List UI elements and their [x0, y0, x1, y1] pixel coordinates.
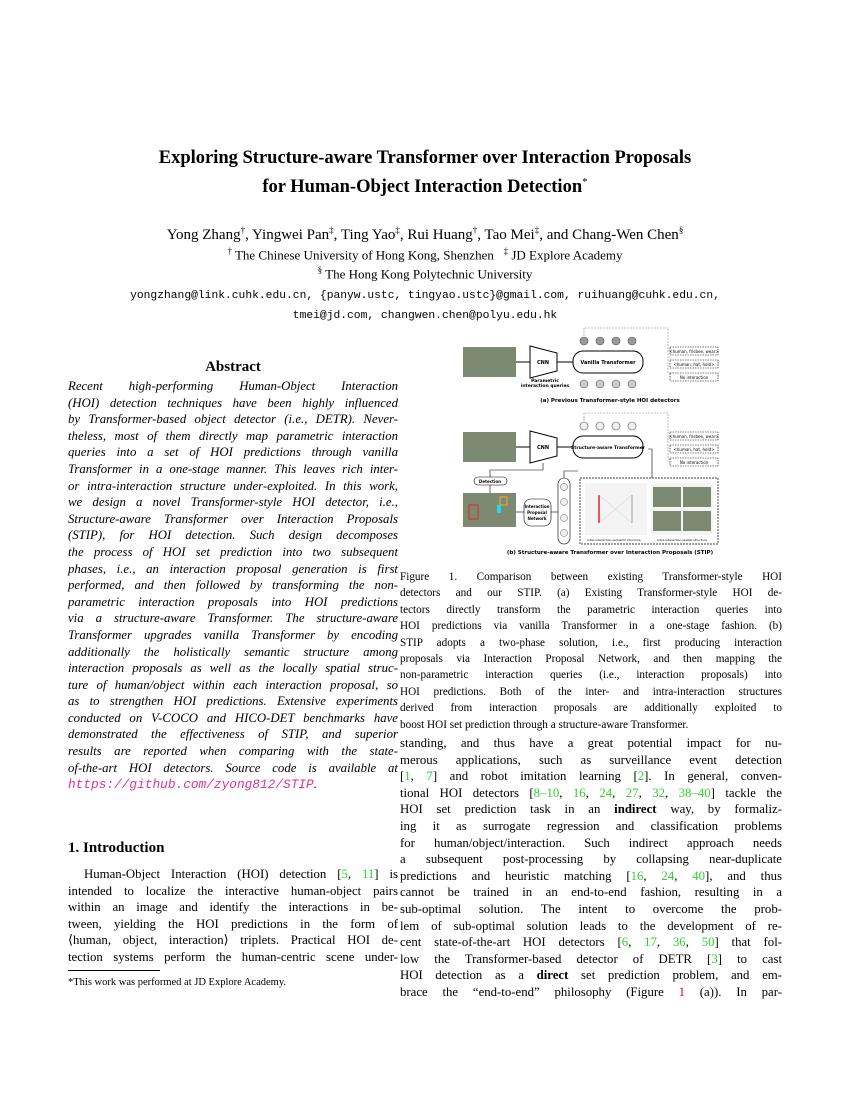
citation-link[interactable]: 8–10: [533, 785, 560, 800]
svg-text:<human, frisbee, wear>: <human, frisbee, wear>: [669, 434, 719, 439]
text-line: [400, 901, 782, 918]
text-run: HOI predictions. Both of the inter- and intra-interaction structures: [400, 685, 782, 698]
text-run: ,: [347, 867, 362, 881]
text-line: [400, 585, 782, 601]
prediction-2: <human, hat, hold>: [673, 362, 715, 367]
text-line: [68, 594, 398, 611]
bold-term: direct: [536, 968, 569, 983]
text-run: to cast: [721, 951, 783, 966]
text-run: [: [633, 769, 638, 784]
text-line: [400, 951, 782, 968]
text-line: [400, 700, 782, 716]
citation-link[interactable]: 5: [341, 867, 348, 881]
footnote: *This work was performed at JD Explore Academy.: [68, 977, 287, 988]
text-run: performed, and then followed by transforming the non-: [68, 578, 398, 593]
text-line: [400, 851, 782, 868]
text-line: [68, 726, 398, 743]
text-line: [68, 411, 398, 428]
citation-link[interactable]: 1: [404, 769, 411, 784]
text-line: [400, 735, 782, 752]
figure-1: [430, 325, 790, 565]
figure-ref-link[interactable]: 1: [678, 984, 685, 999]
text-run: non-parametric interaction queries (i.e., interaction proposals) into: [400, 669, 782, 682]
input-image: [463, 432, 516, 462]
text-line: [400, 934, 782, 951]
svg-text:interaction queries: interaction queries: [520, 384, 570, 389]
text-run: ]: [644, 769, 649, 784]
text-run: (HOI) detection techniques have been highly influenced: [68, 395, 398, 410]
text-run: that fol-: [718, 935, 783, 950]
svg-text:Parametric: Parametric: [531, 379, 559, 384]
text-run: ,: [628, 935, 645, 950]
text-run: HOI set prediction task in an: [400, 802, 615, 817]
text-line: [68, 627, 398, 644]
text-line: [68, 378, 398, 395]
text-run: standing, and thus have a great potential impact for nu-: [400, 736, 782, 750]
text-run: ,: [612, 785, 626, 800]
text-line: [68, 511, 398, 528]
text-line: [400, 768, 782, 785]
text-line: [68, 561, 398, 578]
text-run: [: [617, 935, 622, 950]
inter-structure-label: Inter-interaction semantic structure: [587, 538, 641, 542]
affiliation-line-1: † The Chinese University of Hong Kong, Shenzhen ‡ JD Explore Academy: [227, 246, 623, 263]
text-run: lem of sub-optimal solution leads to the development of re-: [400, 918, 782, 933]
text-run: (STIP), for HOI detection. Such design decomposes: [68, 528, 398, 543]
author: Yong Zhang†: [166, 225, 246, 243]
text-run: of-the-art HOI detectors. Source code is available at: [68, 760, 398, 775]
author-emails: yongzhang@link.cuhk.edu.cn, {panyw.ustc, tingyao.ustc}@gmail.com, ruihuang@cuhk.edu.cn, tmei@jd.com, changwen.chen@polyu.edu.hk: [130, 290, 720, 322]
text-line: [68, 883, 398, 900]
cnn-label: CNN: [536, 360, 550, 366]
author-list: Yong Zhang†, Yingwei Pan‡, Ting Yao‡, Rui Huang†, Tao Mei‡, and Chang-Wen Chen§: [166, 225, 684, 243]
text-run: .: [313, 777, 317, 792]
footnote-rule: [68, 970, 160, 971]
text-run: within an image and identify the interactions in be-: [68, 900, 398, 915]
text-run: HOI detection as a: [400, 968, 537, 983]
citation-link[interactable]: 3: [711, 951, 718, 966]
text-line: [68, 395, 398, 412]
text-run: ing it as surrogate regression and classification problems: [400, 818, 782, 833]
text-run: Transformer upgrades vanilla Transformer by encoding: [68, 627, 398, 642]
text-line: [68, 760, 398, 777]
text-run: Figure 1. Comparison between existing Transformer-style HOI: [400, 571, 782, 583]
prediction-none: No interaction: [679, 375, 709, 380]
structure-aware-transformer-label: Structure-aware Transformer: [571, 446, 645, 451]
svg-text:<human, hat, hold>: <human, hat, hold>: [673, 447, 715, 452]
text-run: ]: [374, 867, 379, 881]
text-run: ]: [705, 868, 710, 883]
text-run: or intra-interaction structure under-exploited. In this work,: [68, 478, 398, 493]
text-line: [400, 785, 782, 802]
text-line: [68, 644, 398, 661]
text-line: [400, 618, 782, 634]
text-run: ⟨human, object, interaction⟩ triplets. Practical HOI de-: [68, 933, 398, 948]
text-run: Structure-aware Transformer over Interaction Proposals: [68, 511, 398, 526]
text-run: [: [707, 951, 712, 966]
text-line: [68, 428, 398, 445]
text-line: [400, 684, 782, 700]
text-run: (a)). In par-: [684, 984, 782, 999]
citation-link[interactable]: 27: [625, 785, 639, 800]
text-run: boost HOI set prediction through a structure-aware Transformer.: [400, 718, 689, 731]
text-line: [68, 527, 398, 544]
text-run: ,: [638, 785, 653, 800]
citation-link[interactable]: 32: [652, 785, 665, 800]
citation-link[interactable]: 2: [637, 769, 645, 784]
figure-caption-a: (a) Previous Transformer-style HOI detectors: [540, 398, 680, 404]
citation-link[interactable]: 50: [701, 935, 715, 950]
text-run: and robot imitation learning: [437, 769, 634, 784]
right-column-body: [400, 735, 782, 1001]
text-line: [400, 651, 782, 667]
svg-text:CNN: CNN: [536, 445, 550, 451]
citation-link[interactable]: 38–40: [678, 785, 711, 800]
text-run: STIP adopts a two-phase solution, i.e., first producing interaction: [400, 636, 782, 649]
text-run: [: [626, 868, 631, 883]
text-run: ]: [432, 769, 438, 784]
text-line: [68, 710, 398, 727]
text-run: Human-Object Interaction (HOI) detection: [84, 867, 338, 881]
text-run: derived from interaction proposals are additionally exploited to: [400, 702, 782, 715]
text-run: results are reported when comparing with the state-: [68, 744, 398, 759]
citation-link[interactable]: 40: [692, 868, 706, 883]
text-run: . In general, conven-: [648, 769, 782, 784]
figure-caption: [400, 569, 782, 733]
bold-term: indirect: [614, 802, 657, 817]
intro-heading: 1. Introduction: [68, 840, 165, 856]
abstract-heading: Abstract: [205, 359, 261, 375]
prediction-1: <human, frisbee, wear>: [669, 349, 719, 354]
author: and Chang-Wen Chen§: [546, 225, 684, 243]
text-run: ]: [717, 951, 722, 966]
intro-body: [68, 866, 398, 966]
text-line: [68, 444, 398, 461]
intra-structure-label: Intra-interaction spatial structure: [657, 538, 707, 542]
text-run: ]: [714, 935, 719, 950]
citation-link[interactable]: 6: [621, 935, 629, 950]
text-run: phases, i.e., an interaction proposal generation is first: [68, 561, 398, 576]
proposal-circles: [580, 422, 636, 430]
text-run: HOI predictions via vanilla Transformer in a one-stage fashion. (b): [400, 620, 782, 633]
text-line: [68, 660, 398, 677]
detection-image: [463, 493, 516, 527]
text-run: [: [337, 867, 342, 881]
text-line: [400, 835, 782, 852]
text-line: [68, 949, 398, 966]
text-run: ,: [643, 868, 662, 883]
svg-text:No interaction: No interaction: [679, 460, 709, 465]
text-run: [: [400, 769, 405, 784]
text-run: Recent high-performing Human-Object Interaction: [68, 379, 398, 393]
citation-link[interactable]: 7: [426, 769, 433, 784]
text-line: [400, 569, 782, 585]
text-line: [68, 916, 398, 933]
paper-title: [0, 146, 850, 199]
text-line: [400, 667, 782, 683]
citation-link[interactable]: 24: [599, 785, 613, 800]
text-line: [68, 899, 398, 916]
text-run: way, by formaliz-: [656, 802, 782, 817]
citation-link[interactable]: 36: [672, 935, 686, 950]
text-run: cent state-of-the-art HOI detectors: [400, 935, 618, 950]
text-line: [68, 461, 398, 478]
text-run: queries into a set of HOI predictions through vanilla: [68, 445, 398, 460]
input-image: [463, 347, 516, 377]
text-run: via a structure-aware Transformer. The structure-aware: [68, 611, 398, 626]
text-run: ture of human/object within each interaction proposal, so: [68, 677, 398, 692]
text-run: tection systems perform the human-centric scene under-: [68, 949, 398, 964]
text-line: [68, 677, 398, 694]
title-line-2: for Human-Object Interaction Detection: [262, 177, 583, 198]
text-run: sub-optimal solution. The intent to overcome the prob-: [400, 901, 782, 916]
text-run: ,: [559, 785, 573, 800]
text-line: [400, 918, 782, 935]
text-line: [68, 478, 398, 495]
author: Ting Yao‡: [340, 225, 400, 243]
text-run: predictions and heuristic matching: [400, 868, 627, 883]
text-run: ,: [585, 785, 600, 800]
text-run: is: [378, 867, 398, 881]
detection-label: Detection: [479, 479, 501, 484]
citation-link[interactable]: 11: [361, 867, 375, 881]
text-line: [68, 743, 398, 760]
source-code-link[interactable]: https://github.com/zyong812/STIP: [68, 777, 314, 793]
text-run: low the Transformer-based detector of DETR: [400, 951, 708, 966]
text-run: Transformer in a one-stage manner. This leaves rich inter-: [68, 461, 398, 476]
vanilla-transformer-label: Vanilla Transformer: [580, 360, 636, 366]
text-run: tween, yielding the HOI predictions in the form of: [68, 916, 398, 931]
author: Rui Huang†: [407, 225, 478, 243]
text-run: conducted on V-COCO and HICO-DET benchmarks have: [68, 710, 398, 725]
text-run: the process of HOI set prediction into two subsequent: [68, 544, 398, 559]
text-run: additionally the holistically semantic structure among: [68, 644, 398, 659]
citation-link[interactable]: 24: [661, 868, 675, 883]
text-line: [400, 752, 782, 769]
text-run: interaction proposals as well as the locally spatial struc-: [68, 661, 398, 676]
svg-text:Interaction: Interaction: [524, 504, 550, 509]
text-line: [400, 818, 782, 835]
text-run: by Transformer-based object detector (i.e., DETR). Never-: [68, 412, 398, 427]
text-run: [: [529, 785, 534, 800]
text-run: set prediction problem, and em-: [568, 968, 782, 983]
text-run: ,: [685, 935, 702, 950]
text-run: demonstrated the effectiveness of STIP, and superior: [68, 727, 398, 742]
author: Yingwei Pan‡: [252, 225, 334, 243]
text-line: [68, 932, 398, 949]
text-run: merous applications, such as surveillance event detection: [400, 752, 782, 767]
text-run: as to strengthen HOI predictions. Extensive experiments: [68, 694, 398, 709]
text-line: [68, 776, 398, 793]
text-run: detectors and our STIP. (a) Existing Transformer-style HOI de-: [400, 587, 782, 600]
svg-text:Network: Network: [527, 516, 547, 521]
text-run: we design a novel Transformer-style HOI detector, i.e.,: [68, 495, 398, 510]
text-line: [400, 602, 782, 618]
figure-caption-b: (b) Structure-aware Transformer over Interaction Proposals (STIP): [506, 550, 714, 556]
author: Tao Mei‡: [484, 225, 540, 243]
text-run: , and thus: [709, 868, 782, 883]
text-line: [400, 717, 782, 733]
text-line: [400, 868, 782, 885]
text-line: [68, 866, 398, 883]
title-footnote-mark: *: [582, 176, 588, 188]
text-run: tackle the: [714, 785, 782, 800]
affiliation-line-2: § The Hong Kong Polytechnic University: [317, 265, 533, 282]
text-run: for human/object/interaction. Such indirect approach needs: [400, 835, 782, 850]
text-run: ]: [710, 785, 715, 800]
text-run: brace the “end-to-end” philosophy (Figure: [400, 984, 679, 999]
text-run: ,: [665, 785, 679, 800]
citation-link[interactable]: 16: [630, 868, 644, 883]
text-run: parametric interaction proposals into HOI predictions: [68, 594, 398, 609]
citation-link[interactable]: 16: [572, 785, 586, 800]
svg-text:Proposal: Proposal: [527, 510, 547, 515]
text-run: ,: [410, 769, 427, 784]
text-line: [400, 635, 782, 651]
text-run: theless, most of them directly map parametric interaction: [68, 428, 398, 443]
text-line: [400, 801, 782, 818]
text-run: proposals via Interaction Proposal Network, and then mapping the: [400, 652, 782, 665]
text-run: tectors directly transform the parametric interaction queries into: [400, 603, 782, 616]
text-line: [68, 693, 398, 710]
title-line-1: Exploring Structure-aware Transformer over Interaction Proposals: [158, 148, 692, 168]
abstract-body: [68, 378, 398, 793]
text-run: intended to localize the interactive human-object pairs: [68, 883, 398, 898]
text-line: [68, 544, 398, 561]
text-line: [68, 577, 398, 594]
citation-link[interactable]: 17: [644, 935, 657, 950]
text-run: ,: [674, 868, 693, 883]
text-line: [68, 494, 398, 511]
text-run: tional HOI detectors: [400, 785, 530, 800]
text-run: ,: [656, 935, 673, 950]
text-run: a subsequent post-processing by collapsing near-duplicate: [400, 852, 782, 867]
text-line: [400, 884, 782, 901]
text-line: [400, 984, 782, 1001]
text-line: [400, 967, 782, 984]
text-line: [68, 610, 398, 627]
text-run: cannot be trained in an end-to-end fashion, resulting in a: [400, 885, 782, 900]
